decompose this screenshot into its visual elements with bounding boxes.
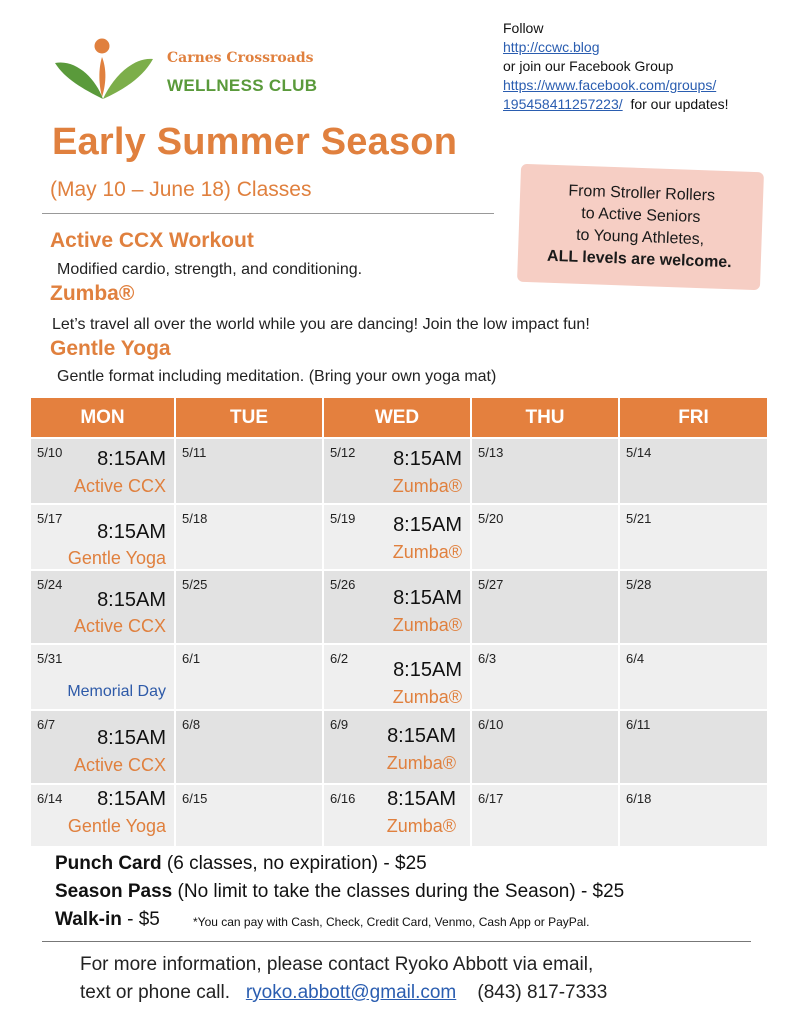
cell-date: 6/17 (478, 791, 504, 806)
day-cell (31, 644, 175, 710)
day-cell (323, 438, 471, 504)
cell-time: 8:15AM (97, 788, 166, 810)
schedule-header-row (31, 398, 767, 438)
divider (42, 213, 494, 214)
cell-date: 6/15 (182, 791, 208, 806)
cell-date: 5/25 (182, 577, 208, 592)
class-desc-active-ccx: Modified cardio, strength, and conditioning. (57, 261, 363, 278)
cell-time: 8:15AM (393, 659, 462, 681)
day-header-wed: WED (323, 398, 471, 438)
cell-date: 6/8 (182, 717, 201, 732)
contact-line: For more information, please contact Ryoko Abbott via email, (80, 954, 594, 975)
cell-date: 5/14 (626, 445, 652, 460)
cell-class: Gentle Yoga (67, 548, 166, 568)
facebook-link[interactable]: https://www.facebook.com/groups/ (503, 77, 717, 93)
day-cell (31, 710, 175, 784)
callout-line: From Stroller Rollers (568, 182, 716, 205)
day-header-thu: THU (471, 398, 619, 438)
cell-date: 5/12 (330, 445, 356, 460)
day-cell (323, 710, 471, 784)
cell-class: Zumba® (392, 476, 462, 496)
class-name-active-ccx: Active CCX Workout (50, 229, 254, 252)
cell-date: 6/4 (626, 651, 645, 666)
payment-note: *You can pay with Cash, Check, Credit Card, Venmo, Cash App or PayPal. (193, 915, 590, 929)
cell-date: 5/28 (626, 577, 652, 592)
price-label: Season Pass (55, 881, 173, 902)
day-header-fri: FRI (619, 398, 767, 438)
facebook-text: or join our Facebook Group (503, 58, 674, 74)
cell-time: 8:15AM (97, 521, 166, 543)
cell-date: 6/16 (330, 791, 356, 806)
day-cell (323, 504, 471, 570)
day-cell (471, 570, 619, 644)
cell-class: Zumba® (392, 542, 462, 562)
facebook-link-id[interactable]: 195458411257223/ (503, 96, 623, 112)
schedule-week-row (31, 784, 767, 846)
cell-date: 6/3 (478, 651, 497, 666)
schedule-week-row (31, 570, 767, 644)
day-cell (31, 438, 175, 504)
cell-date: 5/17 (37, 511, 63, 526)
cell-date: 5/18 (182, 511, 208, 526)
day-cell (323, 570, 471, 644)
day-cell (323, 784, 471, 846)
price-label: Walk-in (55, 909, 122, 930)
follow-suffix: for our updates! (630, 96, 729, 112)
schedule-week-row (31, 504, 767, 570)
cell-date: 6/2 (330, 651, 349, 666)
follow-block (503, 19, 729, 114)
org-name: Carnes Crossroads (167, 50, 314, 66)
class-desc-zumba: Let’s travel all over the world while you are dancing! Join the low impact fun! (52, 316, 590, 333)
day-cell (619, 710, 767, 784)
cell-date: 5/19 (330, 511, 356, 526)
day-header-mon: MON (31, 398, 175, 438)
levels-callout (517, 164, 764, 290)
cell-class: Zumba® (386, 816, 456, 836)
cell-date: 6/11 (626, 717, 651, 732)
day-cell (471, 438, 619, 504)
cell-date: 5/24 (37, 577, 63, 592)
day-cell (471, 644, 619, 710)
cell-date: 6/10 (478, 717, 504, 732)
schedule-week-row (31, 644, 767, 710)
divider (42, 941, 751, 942)
blog-link[interactable]: http://ccwc.blog (503, 39, 600, 55)
day-cell (323, 644, 471, 710)
day-cell (619, 504, 767, 570)
cell-date: 5/26 (330, 577, 356, 592)
cell-class: Zumba® (392, 687, 462, 707)
cell-date: 5/10 (37, 445, 63, 460)
day-cell (619, 644, 767, 710)
cell-date: 6/18 (626, 791, 652, 806)
price-season-pass (55, 881, 624, 903)
cell-time: 8:15AM (387, 725, 456, 747)
wellness-club-logo (55, 37, 155, 105)
cell-time: 8:15AM (97, 727, 166, 749)
cell-date: 5/31 (37, 651, 63, 666)
price-text: (6 classes, no expiration) - $25 (161, 853, 427, 874)
day-cell (175, 784, 323, 846)
day-cell (175, 570, 323, 644)
day-cell (619, 438, 767, 504)
org-subtitle: WELLNESS CLUB (167, 76, 318, 95)
class-desc-gentle-yoga: Gentle format including meditation. (Bring your own yoga mat) (57, 368, 497, 385)
cell-time: 8:15AM (393, 448, 462, 470)
day-cell (175, 438, 323, 504)
day-cell (31, 784, 175, 846)
cell-class: Active CCX (73, 476, 166, 496)
contact-line-2 (80, 982, 607, 1004)
day-cell (31, 570, 175, 644)
holiday-label: Memorial Day (67, 683, 166, 700)
cell-time: 8:15AM (393, 587, 462, 609)
schedule-week-row (31, 710, 767, 784)
cell-date: 6/1 (182, 651, 201, 666)
cell-time: 8:15AM (387, 788, 456, 810)
cell-class: Gentle Yoga (67, 816, 166, 836)
day-cell (175, 504, 323, 570)
day-cell (619, 784, 767, 846)
day-header-tue: TUE (175, 398, 323, 438)
cell-date: 5/27 (478, 577, 504, 592)
day-cell (471, 504, 619, 570)
cell-date: 5/21 (626, 511, 652, 526)
day-cell (471, 784, 619, 846)
phone-number: (843) 817-7333 (477, 982, 608, 1003)
day-cell (175, 644, 323, 710)
day-cell (175, 710, 323, 784)
cell-class: Zumba® (392, 615, 462, 635)
follow-label: Follow (503, 20, 544, 36)
price-walk-in (55, 909, 160, 931)
cell-class: Active CCX (73, 755, 166, 775)
cell-date: 5/13 (478, 445, 504, 460)
price-label: Punch Card (55, 853, 162, 874)
cell-date: 6/14 (37, 791, 63, 806)
day-cell (471, 710, 619, 784)
price-punch-card (55, 853, 427, 875)
class-name-gentle-yoga: Gentle Yoga (50, 337, 171, 360)
day-cell (619, 570, 767, 644)
email-link[interactable]: ryoko.abbott@gmail.com (245, 982, 457, 1003)
day-cell (31, 504, 175, 570)
schedule-week-row (31, 438, 767, 504)
schedule-table (31, 398, 767, 846)
cell-class: Active CCX (73, 616, 166, 636)
price-text: (No limit to take the classes during the Season) - $25 (172, 881, 625, 902)
cell-class: Zumba® (386, 753, 456, 773)
cell-time: 8:15AM (97, 448, 166, 470)
cell-date: 5/20 (478, 511, 504, 526)
cell-time: 8:15AM (97, 589, 166, 611)
cell-date: 6/9 (330, 717, 349, 732)
cell-date: 6/7 (37, 717, 56, 732)
contact-prefix: text or phone call. (80, 982, 230, 1003)
callout-emphasis: ALL levels are welcome. (546, 247, 732, 272)
cell-time: 8:15AM (393, 514, 462, 536)
cell-date: 5/11 (182, 445, 207, 460)
season-dates: (May 10 – June 18) Classes (50, 178, 312, 201)
callout-line: to Active Seniors (581, 204, 701, 227)
callout-line: to Young Athletes, (575, 226, 705, 249)
class-name-zumba: Zumba® (50, 282, 135, 305)
page-title: Early Summer Season (52, 121, 458, 163)
price-text: - $5 (121, 909, 160, 930)
